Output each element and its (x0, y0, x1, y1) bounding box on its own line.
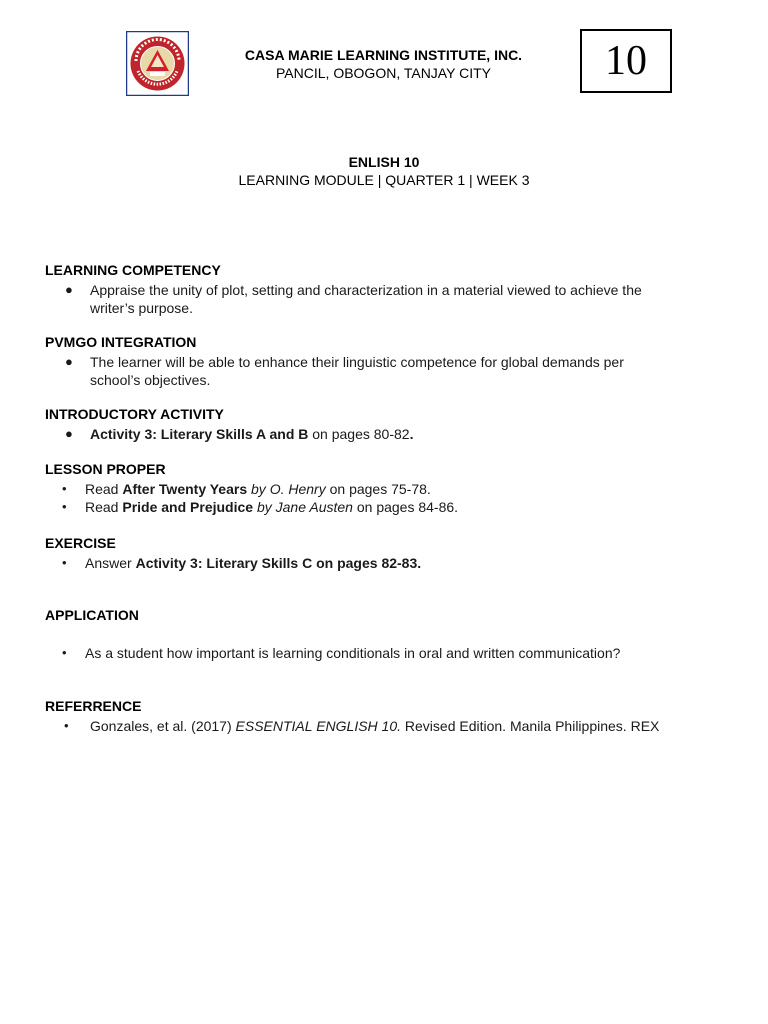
section-introductory-activity (45, 406, 725, 443)
bullet-icon: ● (65, 354, 73, 369)
bullet-list (45, 425, 725, 443)
reference-publisher: Revised Edition. Manila Philippines. REX (401, 718, 660, 734)
bullet-icon: • (64, 718, 69, 733)
section-application (45, 607, 725, 662)
bullet-list (45, 353, 725, 389)
bullet-icon: ● (65, 282, 73, 297)
read-prefix: Read (85, 481, 123, 497)
answer-prefix: Answer (85, 555, 136, 571)
list-item (45, 281, 725, 317)
school-address: PANCIL, OBOGON, TANJAY CITY (276, 65, 491, 81)
page-range: on pages 80-82 (308, 426, 410, 442)
module-subtitle: LEARNING MODULE | QUARTER 1 | WEEK 3 (238, 172, 530, 188)
activity-title: Activity 3: Literary Skills A and B (90, 426, 309, 442)
bullet-list (45, 717, 725, 735)
section-pvmgo-integration (45, 334, 725, 389)
section-heading: APPLICATION (45, 607, 139, 623)
story-author: by Jane Austen (253, 499, 353, 515)
section-heading: INTRODUCTORY ACTIVITY (45, 406, 224, 422)
section-heading: REFERRENCE (45, 698, 142, 714)
grade-level-badge: 10 (580, 29, 672, 93)
list-item (45, 644, 725, 662)
list-item (45, 480, 725, 498)
list-item (45, 353, 725, 389)
bullet-icon: • (62, 645, 67, 660)
activity-title: Activity 3: Literary Skills C on pages 82-83. (135, 555, 422, 571)
bullet-icon: • (62, 555, 67, 570)
bullet-icon: • (62, 499, 67, 514)
reference-author: Gonzales, et al. (2017) (90, 718, 236, 734)
bullet-list (45, 480, 725, 516)
section-lesson-proper (45, 461, 725, 516)
page-range: on pages 84-86. (352, 499, 459, 515)
period: . (409, 426, 414, 442)
subject-title: ENLISH 10 (348, 154, 420, 170)
section-reference (45, 698, 725, 735)
list-item (45, 717, 725, 735)
list-item-text-continued: writer’s purpose. (90, 300, 193, 316)
section-exercise (45, 535, 725, 572)
list-item-text-continued: school’s objectives. (90, 372, 211, 388)
school-logo (126, 31, 189, 96)
list-item-text: Appraise the unity of plot, setting and characterization in a material viewed to achieve the (90, 282, 642, 298)
page-range: on pages 75-78. (325, 481, 431, 497)
list-item-text: As a student how important is learning conditionals in oral and written communication? (85, 645, 621, 661)
bullet-list (45, 644, 725, 662)
section-heading: LEARNING COMPETENCY (45, 262, 221, 278)
reference-title: ESSENTIAL ENGLISH 10. (235, 718, 402, 734)
document-header (0, 0, 768, 110)
module-title-block (0, 154, 768, 189)
section-heading: EXERCISE (45, 535, 116, 551)
bullet-icon: ● (65, 426, 73, 441)
section-heading: PVMGO INTEGRATION (45, 334, 197, 350)
story-author: by O. Henry (247, 481, 326, 497)
bullet-list (45, 554, 725, 572)
bullet-list (45, 281, 725, 317)
school-name: CASA MARIE LEARNING INSTITUTE, INC. (244, 47, 523, 63)
list-item (45, 425, 725, 443)
story-title: Pride and Prejudice (122, 499, 254, 515)
read-prefix: Read (85, 499, 123, 515)
section-learning-competency (45, 262, 725, 317)
story-title: After Twenty Years (122, 481, 248, 497)
section-heading: LESSON PROPER (45, 461, 166, 477)
list-item (45, 554, 725, 572)
list-item-text: The learner will be able to enhance their linguistic competence for global demands per (90, 354, 624, 370)
school-seal-icon (126, 31, 189, 96)
bullet-icon: • (62, 481, 67, 496)
list-item (45, 498, 725, 516)
